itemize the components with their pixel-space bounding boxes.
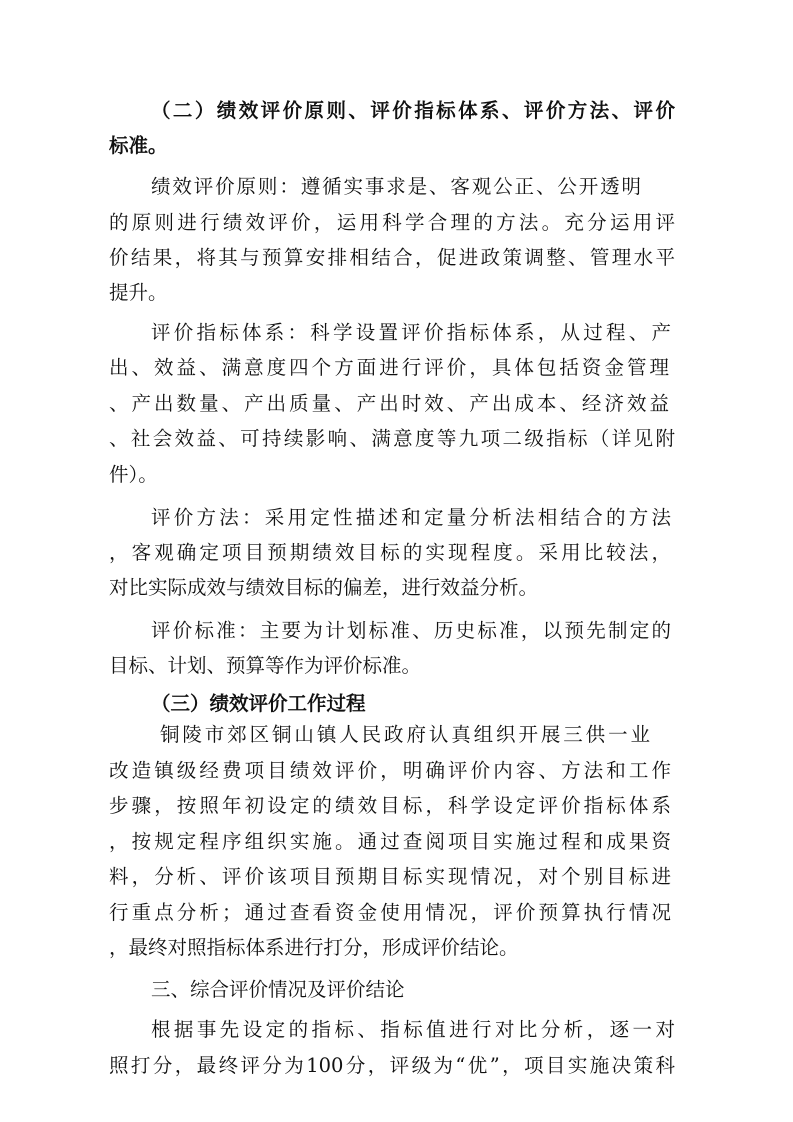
method-line-1: 评价方法：采用定性描述和定量分析法相结合的方法 [151, 506, 671, 529]
process-line-1: 铜陵市郊区铜山镇人民政府认真组织开展三供一业 [160, 723, 650, 746]
standard-line-1: 评价标准：主要为计划标准、历史标准，以预先制定的 [151, 619, 671, 642]
index-system-line-5: 件）。 [109, 463, 158, 486]
section-heading-2-line-1: （二）绩效评价原则、评价指标体系、评价方法、评价 [151, 99, 675, 122]
index-system-line-2: 出、效益、满意度四个方面进行评价，具体包括资金管理 [109, 356, 669, 379]
conclusion-line-2: 照打分，最终评分为100分，评级为“优”，项目实施决策科 [109, 1054, 675, 1077]
section-heading-3: （三）绩效评价工作过程 [151, 692, 366, 715]
principle-line-3: 价结果，将其与预算安排相结合，促进政策调整、管理水平 [109, 246, 675, 269]
method-line-3: 对比实际成效与绩效目标的偏差，进行效益分析。 [109, 576, 539, 599]
process-line-3: 步骤，按照年初设定的绩效目标，科学设定评价指标体系 [109, 794, 671, 817]
section-heading-2-line-2: 标准。 [109, 134, 168, 157]
part-3-heading: 三、综合评价情况及评价结论 [151, 978, 405, 1001]
process-line-7: ，最终对照指标体系进行打分，形成评价结论。 [109, 936, 519, 959]
index-system-line-1: 评价指标体系：科学设置评价指标体系，从过程、产 [151, 321, 671, 344]
principle-line-1: 绩效评价原则：遵循实事求是、客观公正、公开透明 [151, 175, 641, 198]
process-line-6: 行重点分析；通过查看资金使用情况，评价预算执行情况 [109, 901, 671, 924]
process-line-5: 料，分析、评价该项目预期目标实现情况，对个别目标进 [109, 865, 671, 888]
index-system-line-3: 、产出数量、产出质量、产出时效、产出成本、经济效益 [109, 392, 669, 415]
process-line-4: ，按规定程序组织实施。通过查阅项目实施过程和成果资 [109, 830, 671, 853]
principle-line-2: 的原则进行绩效评价，运用科学合理的方法。充分运用评 [109, 211, 675, 234]
process-line-2: 改造镇级经费项目绩效评价，明确评价内容、方法和工作 [109, 759, 671, 782]
conclusion-line-1: 根据事先设定的指标、指标值进行对比分析，逐一对 [151, 1018, 675, 1041]
standard-line-2: 目标、计划、预算等作为评价标准。 [109, 654, 422, 677]
index-system-line-4: 、社会效益、可持续影响、满意度等九项二级指标（详见附 [109, 427, 675, 450]
method-line-2: ，客观确定项目预期绩效目标的实现程度。采用比较法， [109, 541, 671, 564]
principle-line-4: 提升。 [109, 281, 168, 304]
